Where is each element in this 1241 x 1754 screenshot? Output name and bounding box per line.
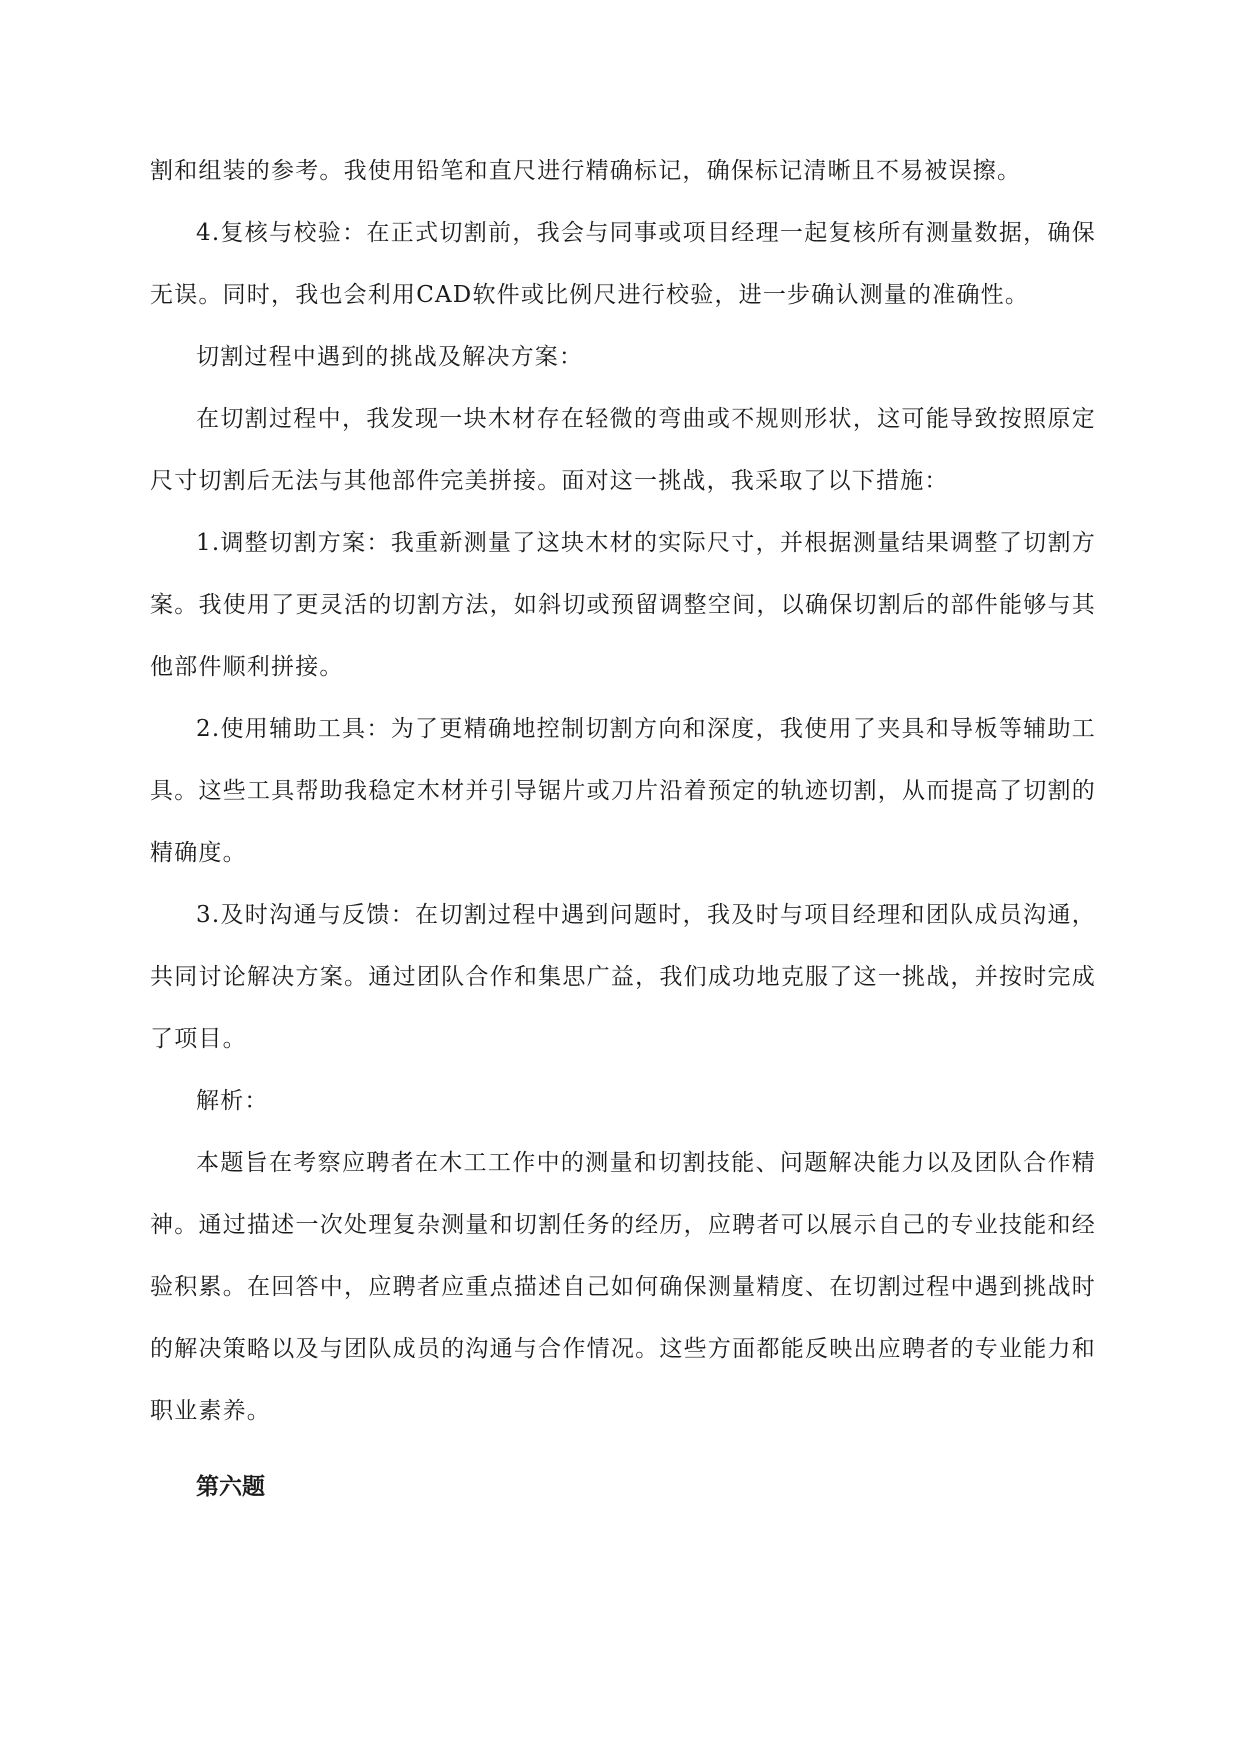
paragraph-review-verify: 4.复核与校验：在正式切割前，我会与同事或项目经理一起复核所有测量数据，确保无误。同时，我也会利用CAD软件或比例尺进行校验，进一步确认测量的准确性。 bbox=[150, 220, 1096, 308]
paragraph-communication: 3.及时沟通与反馈：在切割过程中遇到问题时，我及时与项目经理和团队成员沟通，共同讨论解决方案。通过团队合作和集思广益，我们成功地克服了这一挑战，并按时完成了项目。 bbox=[150, 902, 1096, 1052]
paragraph-analysis-body: 本题旨在考察应聘者在木工工作中的测量和切割技能、问题解决能力以及团队合作精神。通过描述一次处理复杂测量和切割任务的经历，应聘者可以展示自己的专业技能和经验积累。在回答中，应聘者应重点描述自己如何确保测量精度、在切割过程中遇到挑战时的解决策略以及与团队成员的沟通与合作情况。这些方面都能反映出应聘者的专业能力和职业素养。 bbox=[150, 1150, 1096, 1424]
paragraph-analysis-label: 解析： bbox=[196, 1088, 269, 1114]
paragraph-auxiliary-tools: 2.使用辅助工具：为了更精确地控制切割方向和深度，我使用了夹具和导板等辅助工具。这些工具帮助我稳定木材并引导锯片或刀片沿着预定的轨迹切割，从而提高了切割的精确度。 bbox=[150, 716, 1096, 866]
paragraph-adjust-plan: 1.调整切割方案：我重新测量了这块木材的实际尺寸，并根据测量结果调整了切割方案。我使用了更灵活的切割方法，如斜切或预留调整空间，以确保切割后的部件能够与其他部件顺利拼接。 bbox=[150, 530, 1096, 680]
document-page bbox=[150, 140, 1096, 1518]
paragraph-challenges-title: 切割过程中遇到的挑战及解决方案： bbox=[196, 344, 584, 370]
paragraph-challenge-description: 在切割过程中，我发现一块木材存在轻微的弯曲或不规则形状，这可能导致按照原定尺寸切割后无法与其他部件完美拼接。面对这一挑战，我采取了以下措施： bbox=[150, 406, 1096, 494]
section-heading: 第六题 bbox=[196, 1474, 265, 1500]
paragraph-continuation: 割和组装的参考。我使用铅笔和直尺进行精确标记，确保标记清晰且不易被误擦。 bbox=[150, 158, 1022, 184]
